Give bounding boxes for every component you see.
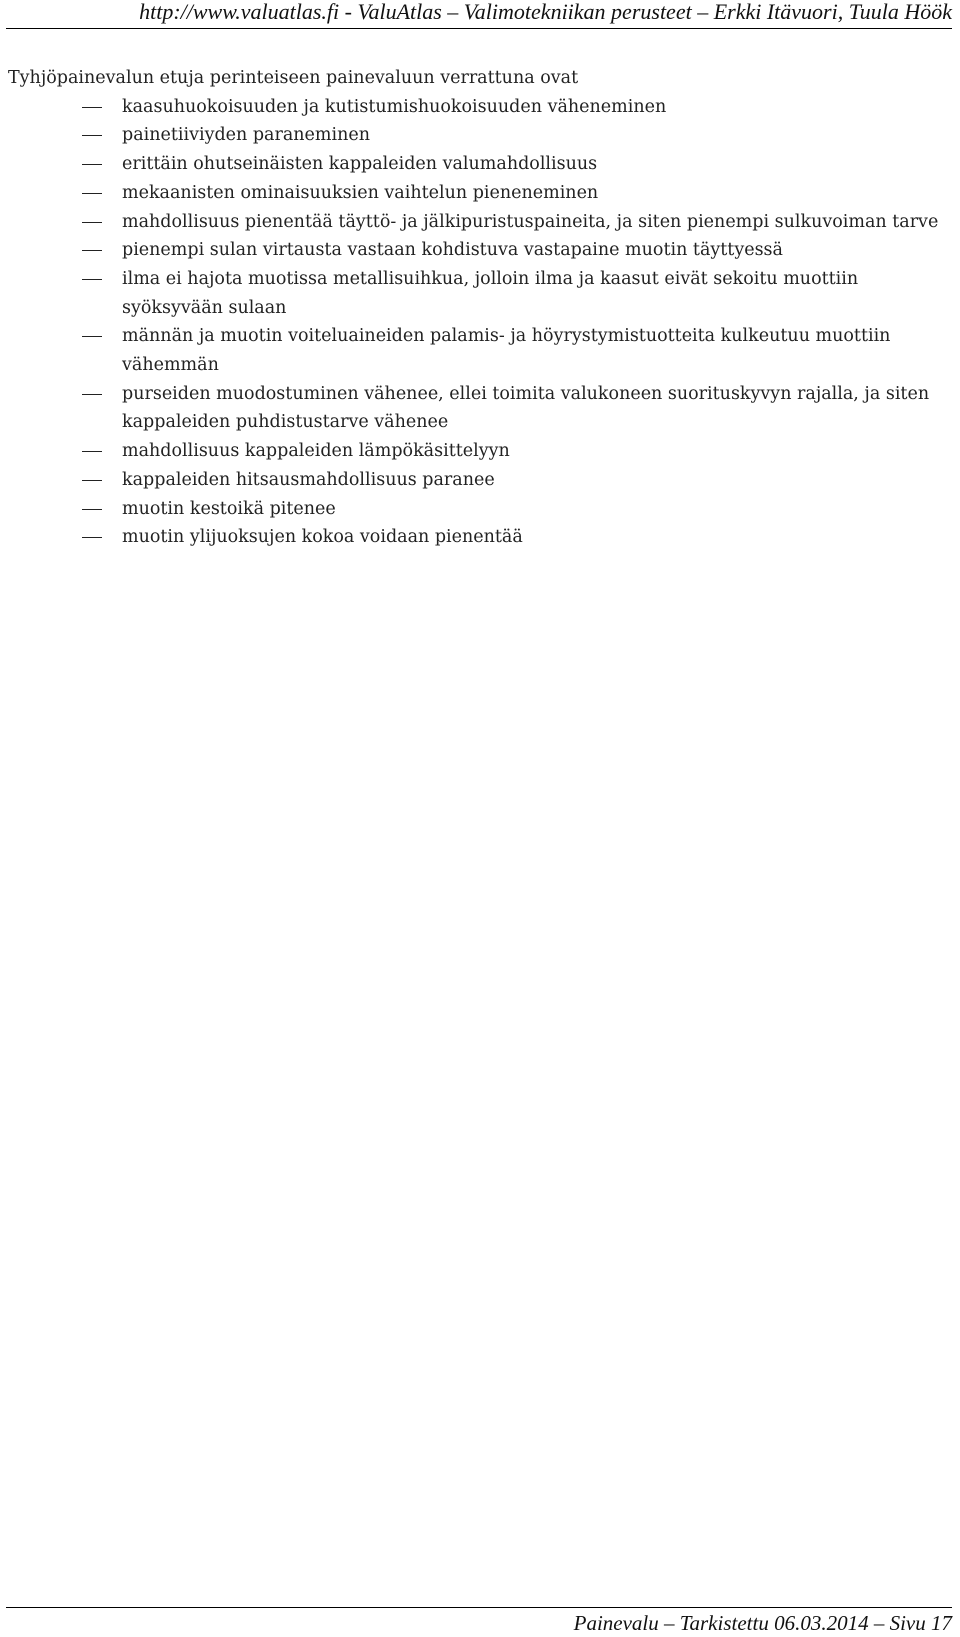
- advantages-list: [8, 93, 948, 552]
- intro-paragraph: Tyhjöpainevalun etuja perinteiseen painevaluun verrattuna ovat: [8, 68, 579, 88]
- dash-bullet-icon: [82, 394, 102, 395]
- list-item-text: mekaanisten ominaisuuksien vaihtelun pieneneminen: [122, 182, 599, 203]
- list-item-text: männän ja muotin voiteluaineiden palamis- ja höyrystymistuotteita kulkeutuu muottiin vähemmän: [122, 326, 891, 376]
- list-item: [8, 179, 948, 208]
- list-item-text: muotin ylijuoksujen kokoa voidaan pienentää: [122, 527, 523, 548]
- list-item-text: kaasuhuokoisuuden ja kutistumishuokoisuuden väheneminen: [122, 96, 667, 117]
- list-item: [8, 93, 948, 122]
- list-item-text: pienempi sulan virtausta vastaan kohdistuva vastapaine muotin täyttyessä: [122, 240, 783, 261]
- dash-bullet-icon: [82, 451, 102, 452]
- list-item: [8, 208, 948, 237]
- list-item: [8, 322, 948, 379]
- list-item: [8, 150, 948, 179]
- list-item: [8, 265, 948, 322]
- dash-bullet-icon: [82, 509, 102, 510]
- dash-bullet-icon: [82, 107, 102, 108]
- dash-bullet-icon: [82, 135, 102, 136]
- dash-bullet-icon: [82, 480, 102, 481]
- page-footer: Painevalu – Tarkistettu 06.03.2014 – Sivu 17: [573, 1611, 952, 1635]
- page-header: http://www.valuatlas.fi - ValuAtlas – Valimotekniikan perusteet – Erkki Itävuori, Tuula Höök: [139, 0, 952, 24]
- dash-bullet-icon: [82, 279, 102, 280]
- header-divider: [6, 28, 952, 29]
- dash-bullet-icon: [82, 222, 102, 223]
- list-item-text: erittäin ohutseinäisten kappaleiden valumahdollisuus: [122, 154, 598, 175]
- dash-bullet-icon: [82, 250, 102, 251]
- dash-bullet-icon: [82, 164, 102, 165]
- list-item: [8, 380, 948, 437]
- list-item: [8, 495, 948, 524]
- dash-bullet-icon: [82, 537, 102, 538]
- list-item-text: mahdollisuus kappaleiden lämpökäsittelyyn: [122, 441, 510, 462]
- list-item: [8, 437, 948, 466]
- list-item-text: muotin kestoikä pitenee: [122, 498, 336, 519]
- list-item-text: painetiiviyden paraneminen: [122, 125, 370, 146]
- list-item: [8, 466, 948, 495]
- main-content: [8, 64, 948, 552]
- footer-divider: [6, 1607, 952, 1608]
- list-item: [8, 523, 948, 552]
- list-item-text: ilma ei hajota muotissa metallisuihkua, jolloin ilma ja kaasut eivät sekoitu muottiin syöksyvään sulaan: [122, 268, 859, 318]
- dash-bullet-icon: [82, 193, 102, 194]
- dash-bullet-icon: [82, 336, 102, 337]
- list-item-text: purseiden muodostuminen vähenee, ellei toimita valukoneen suorituskyvyn rajalla, ja siten kappaleiden puhdistustarve vähenee: [122, 383, 930, 433]
- list-item: [8, 121, 948, 150]
- list-item: [8, 236, 948, 265]
- list-item-text: kappaleiden hitsausmahdollisuus paranee: [122, 469, 495, 490]
- list-item-text: mahdollisuus pienentää täyttö- ja jälkipuristuspaineita, ja siten pienempi sulkuvoiman tarve: [122, 211, 939, 232]
